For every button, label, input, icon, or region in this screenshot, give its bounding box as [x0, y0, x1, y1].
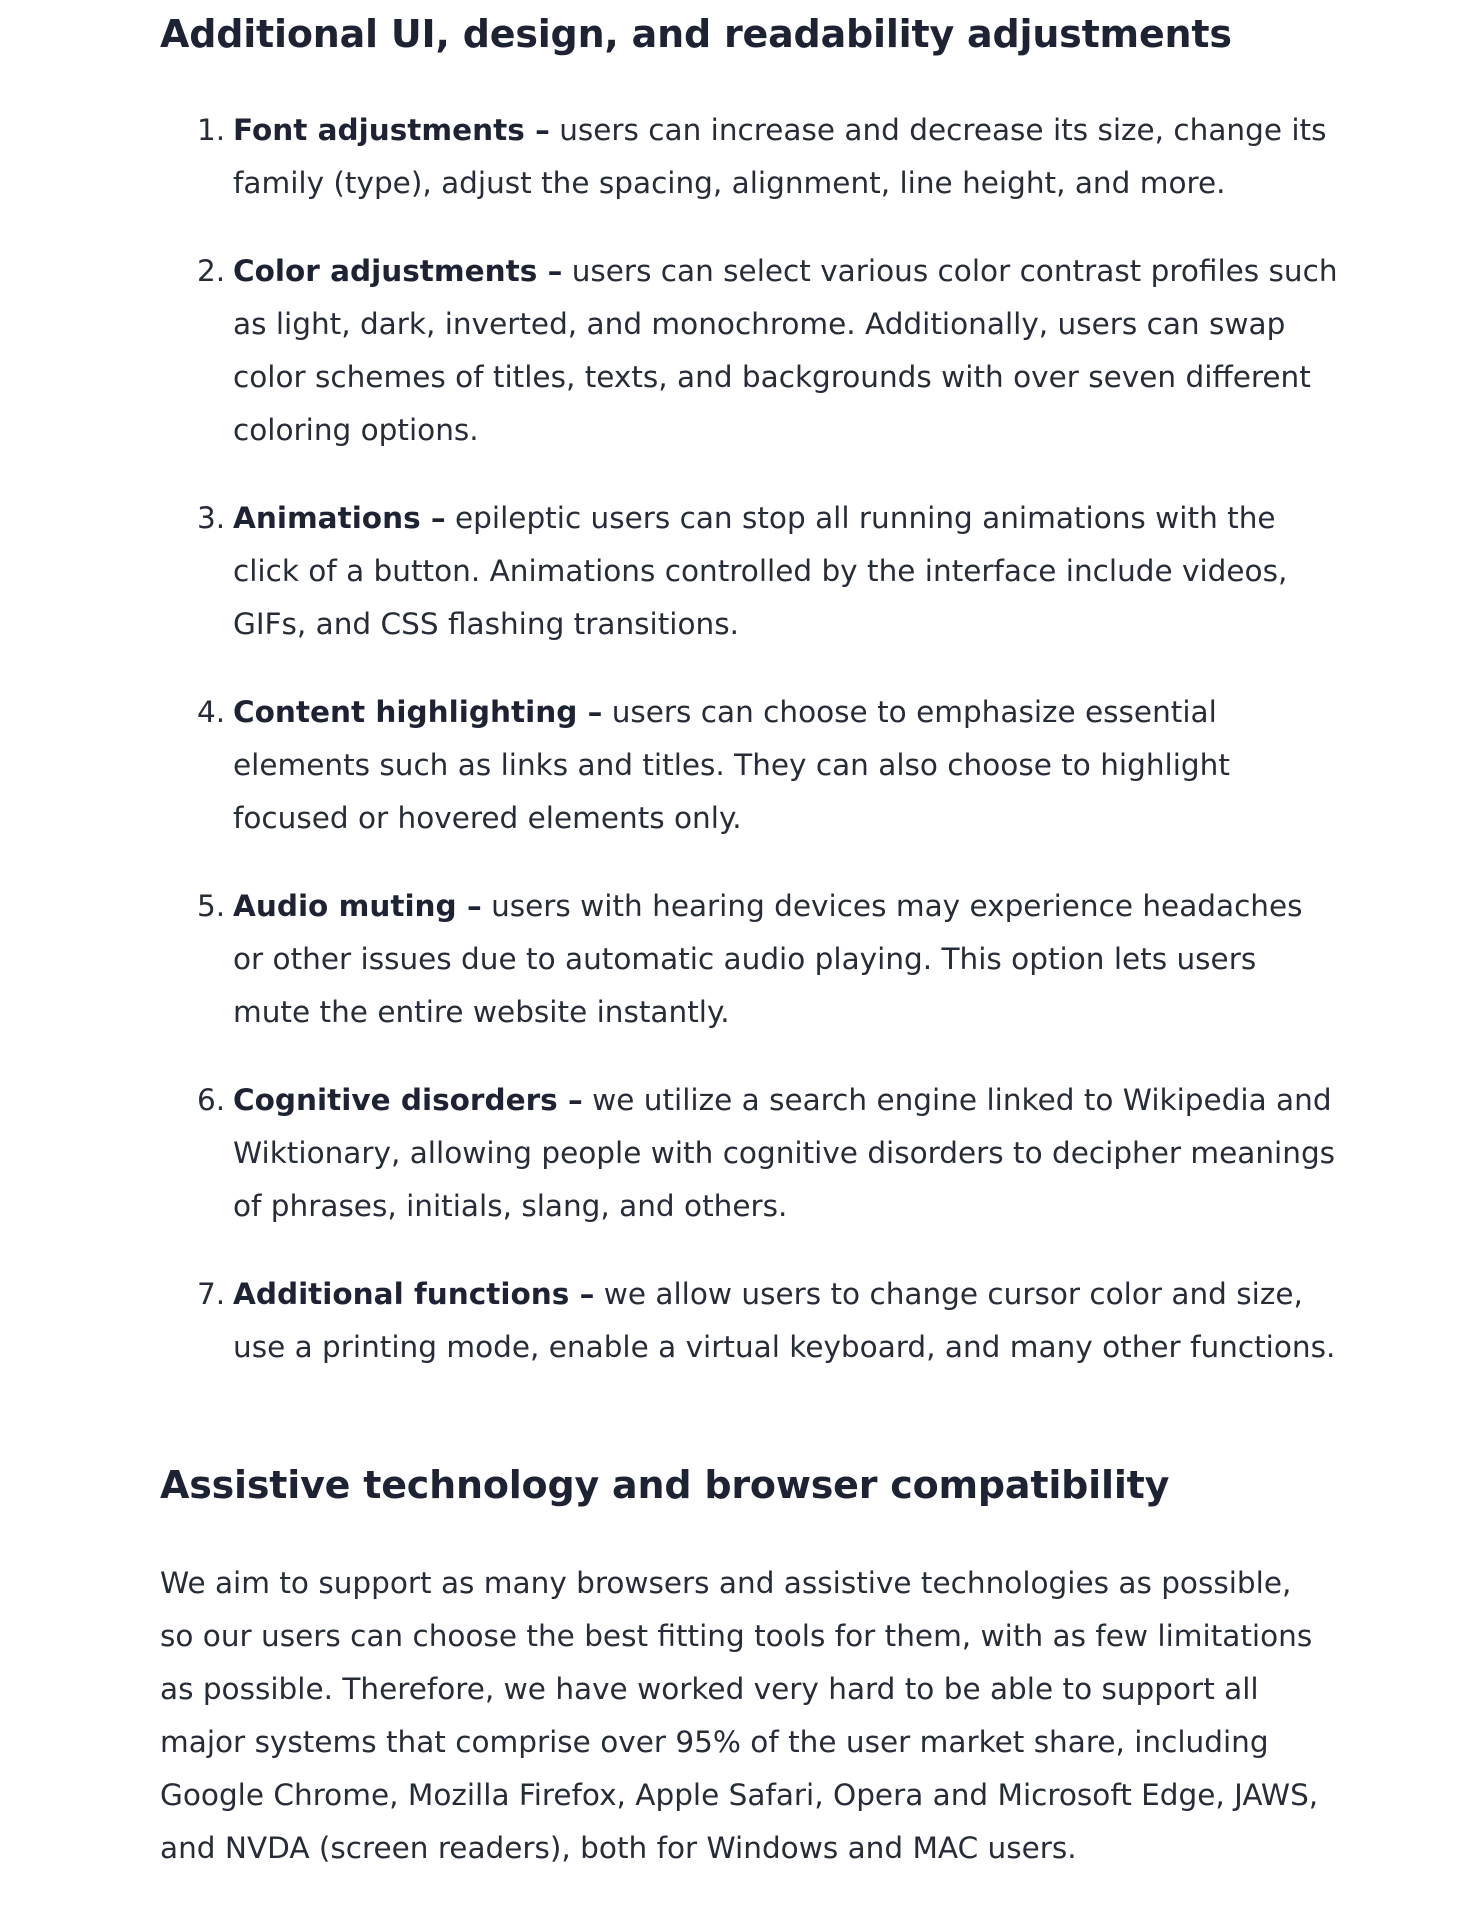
list-item-text: we allow users to change cursor color and size, use a printing mode, enable a virtual keyboard, and many other functions.: [233, 1277, 1336, 1364]
list-item-term: Additional functions –: [233, 1277, 595, 1311]
list-item-text: users can choose to emphasize essential elements such as links and titles. They can also choose to highlight focused or hovered elements only.: [233, 695, 1230, 835]
list-item: [160, 1268, 1340, 1374]
adjustments-list: [160, 104, 1340, 1409]
list-item-term: Cognitive disorders –: [233, 1083, 583, 1117]
list-item-term: Content highlighting –: [233, 695, 603, 729]
list-item-number: 6.: [197, 1083, 226, 1117]
list-item-number: 7.: [197, 1277, 226, 1311]
list-item-term: Font adjustments –: [233, 113, 550, 147]
list-item: [160, 245, 1340, 457]
section-heading-ui-adjustments: Additional UI, design, and readability adjustments: [160, 12, 1232, 56]
list-item-number: 2.: [197, 254, 226, 288]
list-item: [160, 104, 1340, 210]
list-item-text: epileptic users can stop all running animations with the click of a button. Animations controlled by the interface include videos, GIFs, and CSS flashing transitions.: [233, 501, 1288, 641]
list-item-text: users with hearing devices may experience headaches or other issues due to automatic audio playing. This option lets users mute the entire website instantly.: [233, 889, 1303, 1029]
list-item-number: 4.: [197, 695, 226, 729]
list-item: [160, 492, 1340, 651]
list-item-number: 1.: [197, 113, 226, 147]
list-item-number: 5.: [197, 889, 226, 923]
list-item-term: Color adjustments –: [233, 254, 563, 288]
section-heading-compatibility: Assistive technology and browser compatibility: [160, 1463, 1170, 1507]
list-item-text: we utilize a search engine linked to Wikipedia and Wiktionary, allowing people with cognitive disorders to decipher meanings of phrases, initials, slang, and others.: [233, 1083, 1336, 1223]
list-item: [160, 686, 1340, 845]
list-item: [160, 880, 1340, 1039]
list-item-text: users can select various color contrast profiles such as light, dark, inverted, and monochrome. Additionally, users can swap color schemes of titles, texts, and backgrounds with over seven different coloring options.: [233, 254, 1338, 447]
list-item-term: Animations –: [233, 501, 446, 535]
list-item-number: 3.: [197, 501, 226, 535]
list-item-text: users can increase and decrease its size, change its family (type), adjust the spacing, alignment, line height, and more.: [233, 113, 1327, 200]
list-item: [160, 1074, 1340, 1233]
list-item-term: Audio muting –: [233, 889, 482, 923]
compatibility-paragraph: We aim to support as many browsers and assistive technologies as possible, so our users can choose the best fitting tools for them, with as few limitations as possible. Therefore, we have worked very hard to be able to support all major systems that comprise over 95% of the user market share, including Google Chrome, Mozilla Firefox, Apple Safari, Opera and Microsoft Edge, JAWS, and NVDA (screen readers), both for Windows and MAC users.: [160, 1566, 1319, 1865]
